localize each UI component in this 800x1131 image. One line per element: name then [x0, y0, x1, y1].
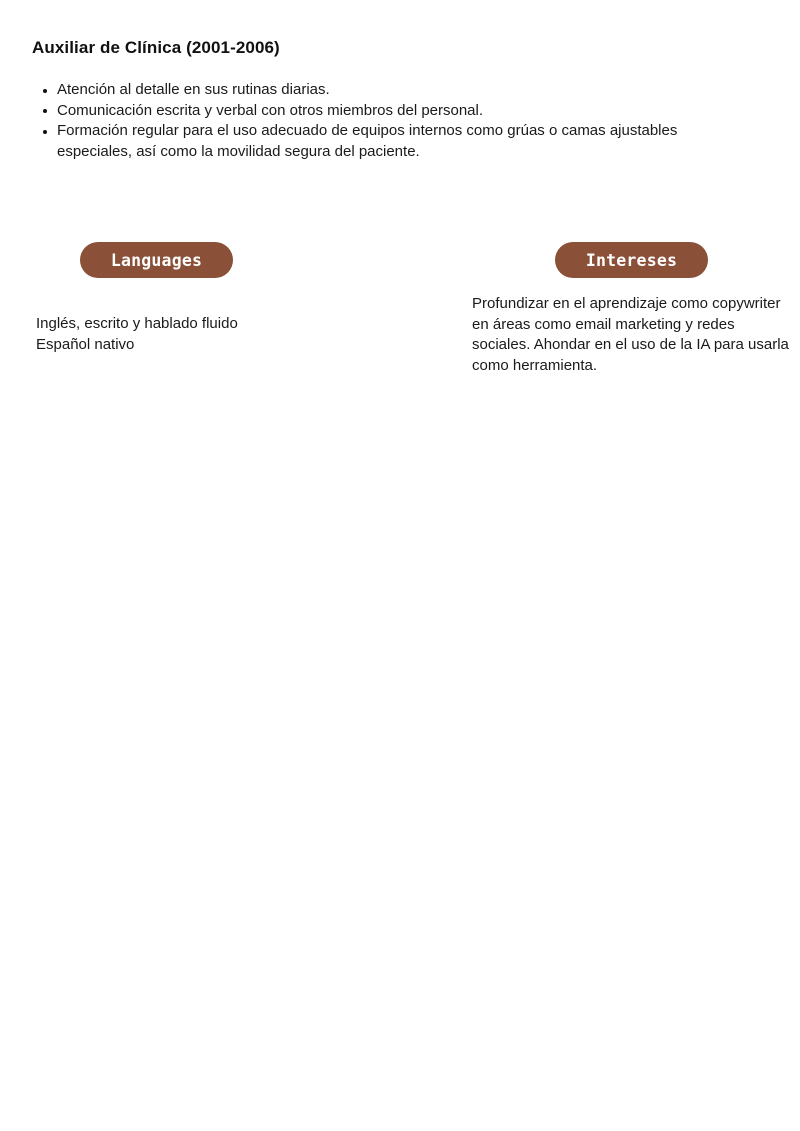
job-duty-item: Formación regular para el uso adecuado de equipos internos como grúas o camas ajustables especiales, así como la movilidad segura del paciente. [57, 121, 697, 162]
interests-heading: Intereses [555, 242, 708, 278]
job-duty-item: Comunicación escrita y verbal con otros miembros del personal. [57, 101, 697, 122]
languages-heading: Languages [80, 242, 233, 278]
language-item: Inglés, escrito y hablado fluido [36, 315, 238, 332]
language-item: Español nativo [36, 335, 135, 353]
job-title: Auxiliar de Clínica (2001-2006) [32, 38, 280, 57]
job-duties-list [57, 80, 697, 162]
interests-description: Profundizar en el aprendizaje como copywriter en áreas como email marketing y redes sociales. Ahondar en el uso de la IA para usarla como herramienta. [472, 295, 789, 374]
languages-list [36, 314, 356, 355]
job-duty-item: Atención al detalle en sus rutinas diarias. [57, 80, 697, 101]
